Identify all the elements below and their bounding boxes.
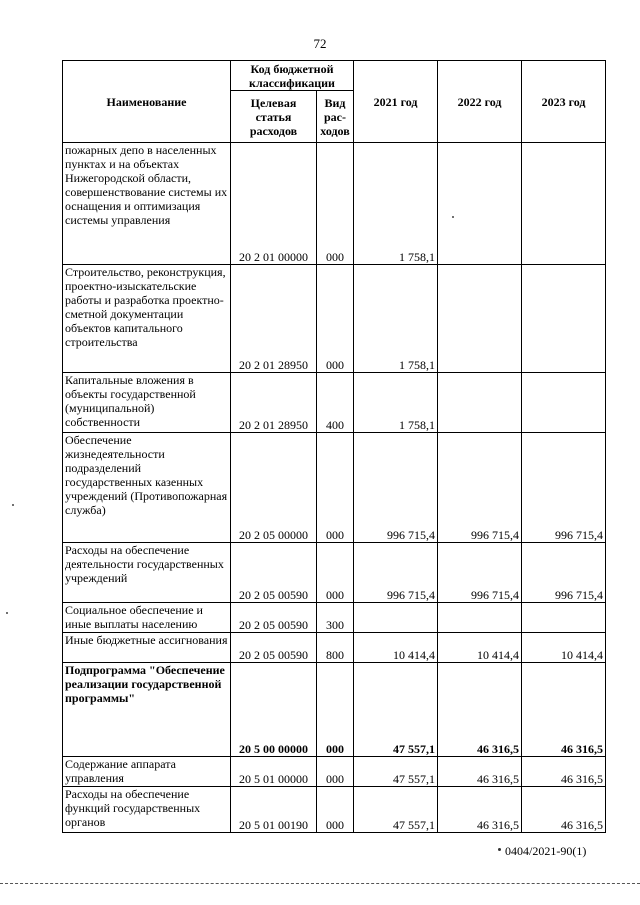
row-amount-2022 bbox=[438, 603, 522, 633]
row-amount-2021: 996 715,4 bbox=[354, 433, 438, 543]
row-amount-2023 bbox=[522, 373, 606, 433]
row-amount-2023: 996 715,4 bbox=[522, 433, 606, 543]
row-target-article: 20 5 01 00000 bbox=[231, 757, 317, 787]
row-target-article: 20 2 01 28950 bbox=[231, 265, 317, 373]
row-amount-2021: 1 758,1 bbox=[354, 373, 438, 433]
row-target-article: 20 2 05 00590 bbox=[231, 633, 317, 663]
row-expense-type: 000 bbox=[317, 543, 354, 603]
row-target-article: 20 5 00 00000 bbox=[231, 663, 317, 757]
row-amount-2021: 47 557,1 bbox=[354, 757, 438, 787]
row-expense-type: 000 bbox=[317, 757, 354, 787]
header-name: Наименование bbox=[63, 61, 231, 143]
page-number: 72 bbox=[313, 36, 327, 51]
table-row bbox=[63, 543, 606, 603]
row-amount-2022: 10 414,4 bbox=[438, 633, 522, 663]
row-amount-2023: 46 316,5 bbox=[522, 787, 606, 833]
row-name: Расходы на обеспечение функций государственных органов bbox=[63, 787, 231, 833]
header-year-2022: 2022 год bbox=[438, 61, 522, 143]
table-row bbox=[63, 633, 606, 663]
table-row bbox=[63, 787, 606, 833]
row-amount-2023: 46 316,5 bbox=[522, 757, 606, 787]
header-expense-type: Вид рас-ходов bbox=[317, 91, 354, 143]
row-expense-type: 000 bbox=[317, 433, 354, 543]
row-amount-2022: 46 316,5 bbox=[438, 757, 522, 787]
row-expense-type: 000 bbox=[317, 663, 354, 757]
footer-mark bbox=[498, 848, 501, 851]
row-amount-2021: 47 557,1 bbox=[354, 787, 438, 833]
scan-speck bbox=[452, 216, 454, 218]
row-expense-type: 000 bbox=[317, 787, 354, 833]
row-amount-2021 bbox=[354, 603, 438, 633]
scan-edge-line bbox=[0, 883, 640, 884]
table-row bbox=[63, 757, 606, 787]
footer-reference: 0404/2021-90(1) bbox=[505, 844, 587, 858]
table-row bbox=[63, 603, 606, 633]
row-expense-type: 000 bbox=[317, 143, 354, 265]
row-name: Расходы на обеспечение деятельности государственных учреждений bbox=[63, 543, 231, 603]
row-amount-2022 bbox=[438, 265, 522, 373]
table-row bbox=[63, 265, 606, 373]
row-amount-2023: 996 715,4 bbox=[522, 543, 606, 603]
row-name: Обеспечение жизнедеятельности подразделений государственных казенных учреждений (Противопожарная служба) bbox=[63, 433, 231, 543]
row-amount-2022: 996 715,4 bbox=[438, 543, 522, 603]
table-body bbox=[63, 143, 606, 833]
row-target-article: 20 2 05 00590 bbox=[231, 543, 317, 603]
row-target-article: 20 2 05 00000 bbox=[231, 433, 317, 543]
row-target-article: 20 2 05 00590 bbox=[231, 603, 317, 633]
row-amount-2022 bbox=[438, 373, 522, 433]
row-expense-type: 300 bbox=[317, 603, 354, 633]
row-name: Социальное обеспечение и иные выплаты населению bbox=[63, 603, 231, 633]
budget-table bbox=[62, 60, 606, 833]
row-name: Капитальные вложения в объекты государственной (муниципальной) собственности bbox=[63, 373, 231, 433]
table-row bbox=[63, 373, 606, 433]
header-year-2021: 2021 год bbox=[354, 61, 438, 143]
header-code-group: Код бюджетной классификации bbox=[231, 61, 354, 91]
row-amount-2021: 1 758,1 bbox=[354, 143, 438, 265]
row-target-article: 20 5 01 00190 bbox=[231, 787, 317, 833]
row-amount-2022 bbox=[438, 143, 522, 265]
row-target-article: 20 2 01 00000 bbox=[231, 143, 317, 265]
row-amount-2023 bbox=[522, 265, 606, 373]
row-amount-2023 bbox=[522, 603, 606, 633]
row-amount-2022: 46 316,5 bbox=[438, 663, 522, 757]
scan-speck bbox=[12, 504, 14, 506]
row-name: Подпрограмма "Обеспечение реализации государственной программы" bbox=[63, 663, 231, 757]
row-name: Иные бюджетные ассигнования bbox=[63, 633, 231, 663]
row-amount-2023: 10 414,4 bbox=[522, 633, 606, 663]
header-target-article: Целевая статья расходов bbox=[231, 91, 317, 143]
row-amount-2023: 46 316,5 bbox=[522, 663, 606, 757]
row-amount-2021: 996 715,4 bbox=[354, 543, 438, 603]
row-expense-type: 000 bbox=[317, 265, 354, 373]
row-name: пожарных депо в населенных пунктах и на объектах Нижегородской области, совершенствование системы их оснащения и оптимизация системы управления bbox=[63, 143, 231, 265]
table-row bbox=[63, 663, 606, 757]
row-amount-2022: 46 316,5 bbox=[438, 787, 522, 833]
scan-speck bbox=[6, 612, 8, 614]
row-amount-2023 bbox=[522, 143, 606, 265]
row-amount-2022: 996 715,4 bbox=[438, 433, 522, 543]
row-name: Строительство, реконструкция, проектно-изыскательские работы и разработка проектно-сметной документации объектов капитального строительства bbox=[63, 265, 231, 373]
row-expense-type: 800 bbox=[317, 633, 354, 663]
row-target-article: 20 2 01 28950 bbox=[231, 373, 317, 433]
row-amount-2021: 10 414,4 bbox=[354, 633, 438, 663]
row-amount-2021: 1 758,1 bbox=[354, 265, 438, 373]
row-expense-type: 400 bbox=[317, 373, 354, 433]
table-header bbox=[63, 61, 606, 143]
row-name: Содержание аппарата управления bbox=[63, 757, 231, 787]
header-year-2023: 2023 год bbox=[522, 61, 606, 143]
row-amount-2021: 47 557,1 bbox=[354, 663, 438, 757]
table-row bbox=[63, 433, 606, 543]
table-row bbox=[63, 143, 606, 265]
